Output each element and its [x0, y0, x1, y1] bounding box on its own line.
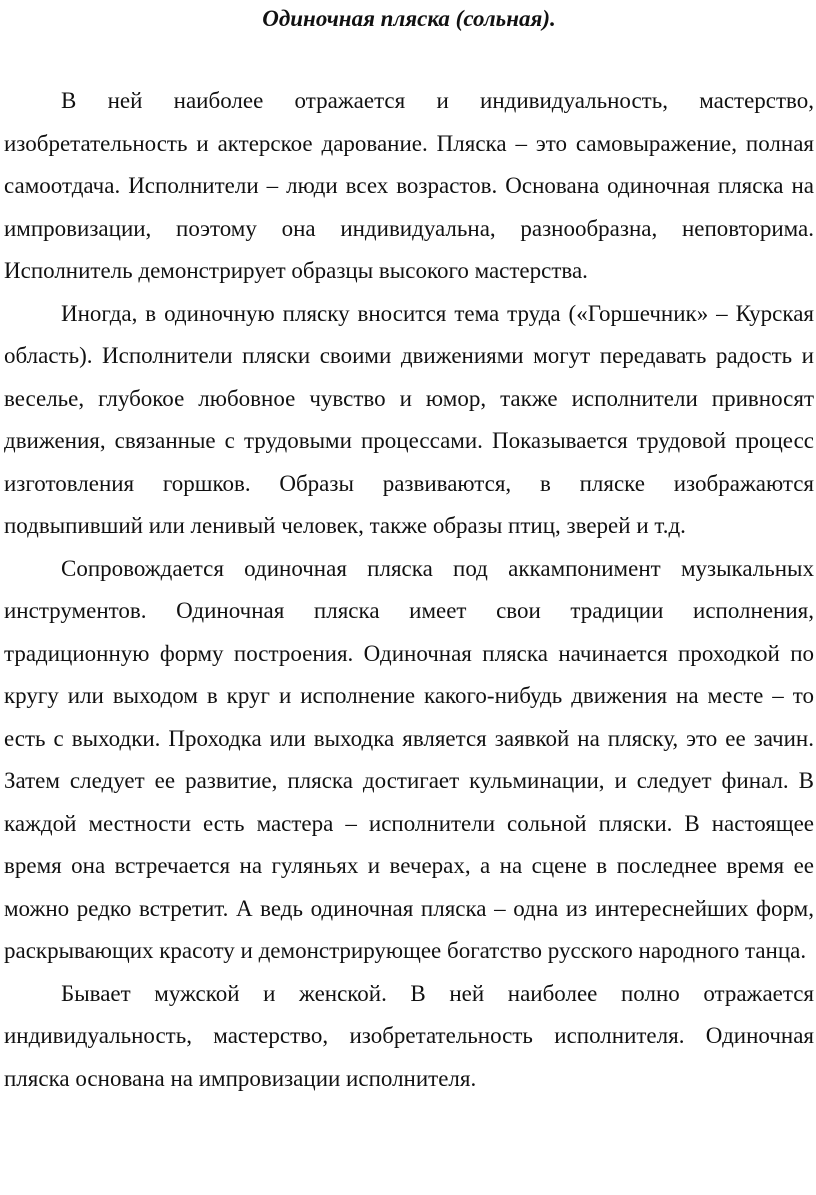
paragraph-3: Сопровождается одиночная пляска под аккампонимент музыкальных инструментов. Одиночная пляска имеет свои традиции исполнения, традиционную форму построения. Одиночная пляска начинается проходкой по кругу или выходом в круг и исполнение какого-нибудь движения на месте – то есть с выходки. Проходка или выходка является заявкой на пляску, это ее зачин. Затем следует ее развитие, пляска достигает кульминации, и следует финал. В каждой местности есть мастера – исполнители сольной пляски. В настоящее время она встречается на гуляньях и вечерах, а на сцене в последнее время ее можно редко встретит. А ведь одиночная пляска – одна из интереснейших форм, раскрывающих красоту и демонстрирующее богатство русского народного танца.	[4, 555, 814, 963]
paragraph-2: Иногда, в одиночную пляску вносится тема труда («Горшечник» – Курская область). Исполнители пляски своими движениями могут передавать радость и веселье, глубокое любовное чувство и юмор, также исполнители привносят движения, связанные с трудовыми процессами. Показывается трудовой процесс изготовления горшков. Образы развиваются, в пляске изображаются подвыпивший или ленивый человек, также образы птиц, зверей и т.д.	[4, 300, 814, 538]
blank-line	[4, 38, 814, 80]
document-title: Одиночная пляска (сольная).	[262, 6, 556, 31]
paragraph-1: В ней наиболее отражается и индивидуальность, мастерство, изобретательность и актерское дарование. Пляска – это самовыражение, полная самоотдача. Исполнители – люди всех возрастов. Основана одиночная пляска на импровизации, поэтому она индивидуальна, разнообразна, неповторима. Исполнитель демонстрирует образцы высокого мастерства.	[4, 88, 814, 283]
paragraph-4: Бывает мужской и женской. В ней наиболее полно отражается индивидуальность, мастерство, изобретательность исполнителя. Одиночная пляска основана на импровизации исполнителя.	[4, 980, 814, 1091]
